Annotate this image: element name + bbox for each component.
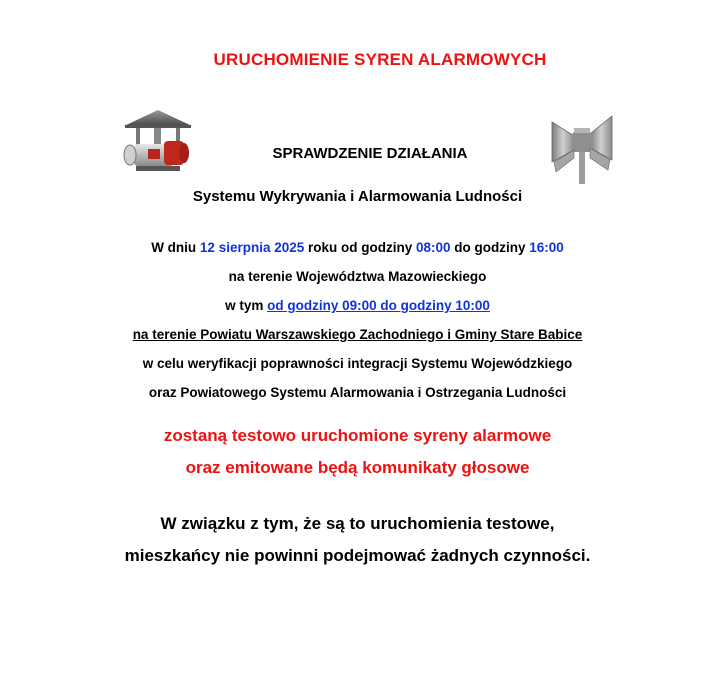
info-line-county: na terenie Powiatu Warszawskiego Zachodniego i Gminy Stare Babice: [132, 327, 583, 342]
warning-line-messages: oraz emitowane będą komunikaty głosowe: [185, 458, 530, 477]
mechanical-siren-icon: [122, 108, 194, 174]
system-name: Systemu Wykrywania i Alarmowania Ludności: [192, 188, 523, 205]
info-line-hours: [0, 296, 715, 325]
info-line-system: oraz Powiatowego Systemu Alarmowania i Ostrzegania Ludności: [148, 385, 567, 400]
start-time: 08:00: [416, 240, 451, 255]
hours-link[interactable]: od godziny 09:00 do godziny 10:00: [267, 298, 490, 313]
final-note: [0, 513, 715, 577]
info-line-voivodeship: na terenie Województwa Mazowieckiego: [228, 269, 487, 284]
date-mid-text: roku od godziny: [304, 240, 416, 255]
info-line-date: [0, 238, 715, 267]
test-date: 12 sierpnia 2025: [199, 240, 305, 255]
time-mid-text: do godziny: [450, 240, 530, 255]
warning-line-sirens: zostaną testowo uruchomione syreny alarmowe: [163, 426, 552, 445]
hours-prefix: w tym: [225, 298, 268, 313]
end-time: 16:00: [529, 240, 564, 255]
subtitle: SPRAWDZENIE DZIAŁANIA: [272, 145, 468, 162]
warning-block: [0, 425, 715, 489]
final-line-2: mieszkańcy nie powinni podejmować żadnych czynności.: [124, 546, 591, 565]
info-block: [0, 238, 715, 412]
final-line-1: W związku z tym, że są to uruchomienia testowe,: [160, 514, 555, 533]
date-prefix: W dniu: [151, 240, 200, 255]
page-title: URUCHOMIENIE SYREN ALARMOWYCH: [213, 50, 547, 69]
info-line-purpose: w celu weryfikacji poprawności integracji Systemu Wojewódzkiego: [142, 356, 573, 371]
